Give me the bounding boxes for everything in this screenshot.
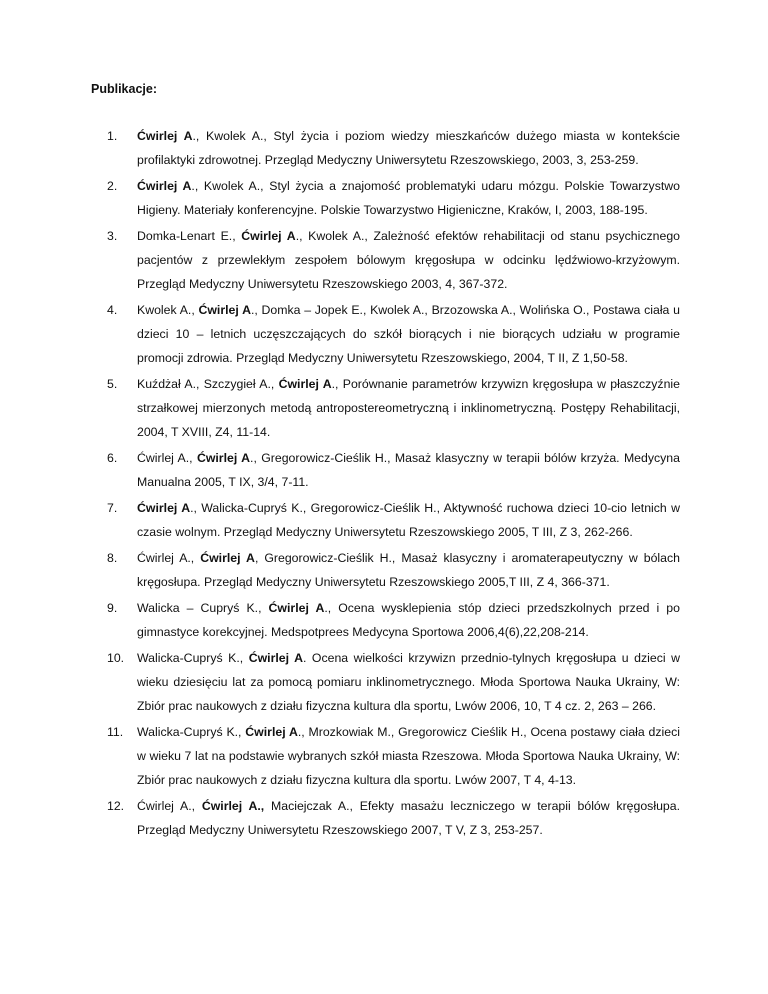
publication-citation-text: ., Kwolek A., Zależność efektów rehabilitacji od stanu psychicznego pacjentów z przewlekłym zespołem bólowym kręgosłupa w odcinku lędźwiowo-krzyżowym. Przegląd Medyczny Uniwersytetu Rzeszowskiego 2003, 4, 367-372. <box>137 229 680 291</box>
publication-highlighted-author: Ćwirlej A <box>137 129 193 143</box>
publication-citation-text: ., Domka – Jopek E., Kwolek A., Brzozowska A., Wolińska O., Postawa ciała u dzieci 10 – letnich uczęszczających do szkół biorących i nie biorących udziału w programie promocji zdrowia. Przegląd Medyczny Uniwersytetu Rzeszowskiego, 2004, T II, Z 1,50-58. <box>137 303 680 365</box>
publication-coauthors-before: Walicka-Cupryś K., <box>137 651 249 665</box>
publication-number: 5. <box>107 377 118 391</box>
publication-citation-text: Maciejczak A., Efekty masażu leczniczego w terapii bólów kręgosłupa. Przegląd Medyczny Uniwersytetu Rzeszowskiego 2007, T V, Z 3, 253-257. <box>137 799 680 837</box>
publication-item <box>91 174 680 222</box>
publication-highlighted-author: Ćwirlej A., <box>201 799 265 813</box>
publication-coauthors-before: Walicka-Cupryś K., <box>137 725 246 739</box>
publication-list <box>91 124 680 844</box>
publication-item <box>91 794 680 842</box>
publication-item <box>91 646 680 718</box>
publication-item <box>91 546 680 594</box>
publication-number: 2. <box>107 179 118 193</box>
publication-highlighted-author: Ćwirlej A <box>241 229 296 243</box>
publication-citation-text: . Ocena wielkości krzywizn przednio-tylnych kręgosłupa u dzieci w wieku dziesięciu lat za pomocą pomiaru inklinometrycznego. Młoda Sportowa Nauka Ukrainy, W: Zbiór prac naukowych z działu fizyczna kultura dla sportu, Lwów 2006, 10, T 4 cz. 2, 263 – 266. <box>137 651 680 713</box>
publication-coauthors-before: Kuźdżał A., Szczygieł A., <box>137 377 279 391</box>
publication-coauthors-before: Ćwirlej A., <box>137 799 202 813</box>
publication-item <box>91 372 680 444</box>
publication-coauthors-before: Domka-Lenart E., <box>137 229 242 243</box>
publication-number: 8. <box>107 551 118 565</box>
publication-citation-text: ., Walicka-Cupryś K., Gregorowicz-Cieślik H., Aktywność ruchowa dzieci 10-cio letnich w czasie wolnym. Przegląd Medyczny Uniwersytetu Rzeszowskiego 2005, T III, Z 3, 262-266. <box>137 501 680 539</box>
publication-number: 6. <box>107 451 118 465</box>
publication-highlighted-author: Ćwirlej A <box>278 377 332 391</box>
publication-citation-text: ., Gregorowicz-Cieślik H., Masaż klasyczny w terapii bólów krzyża. Medycyna Manualna 2005, T IX, 3/4, 7-11. <box>137 451 680 489</box>
publication-number: 12. <box>107 799 125 813</box>
publication-number: 4. <box>107 303 118 317</box>
publication-citation-text: ., Porównanie parametrów krzywizn kręgosłupa w płaszczyźnie strzałkowej mierzonych metodą antropostereometryczną i inklinometryczną. Postępy Rehabilitacji, 2004, T XVIII, Z4, 11-14. <box>137 377 680 439</box>
publication-item <box>91 596 680 644</box>
publication-item <box>91 124 680 172</box>
publication-highlighted-author: Ćwirlej A <box>200 551 255 565</box>
publication-number: 9. <box>107 601 118 615</box>
publication-item <box>91 446 680 494</box>
page-heading: Publikacje: <box>91 82 157 96</box>
publication-number: 10. <box>107 651 125 665</box>
publication-item <box>91 224 680 296</box>
publication-coauthors-before: Ćwirlej A., <box>137 551 201 565</box>
publication-highlighted-author: Ćwirlej A <box>268 601 325 615</box>
publication-highlighted-author: Ćwirlej A <box>198 303 251 317</box>
publication-highlighted-author: Ćwirlej A <box>137 501 191 515</box>
publication-citation-text: ., Ocena wysklepienia stóp dzieci przedszkolnych przed i po gimnastyce korekcyjnej. Medspotprees Medycyna Sportowa 2006,4(6),22,208-214. <box>137 601 680 639</box>
publication-highlighted-author: Ćwirlej A <box>245 725 298 739</box>
publication-citation-text: ., Mrozkowiak M., Gregorowicz Cieślik H., Ocena postawy ciała dzieci w wieku 7 lat na podstawie wybranych szkół miasta Rzeszowa. Młoda Sportowa Nauka Ukrainy, W: Zbiór prac naukowych z działu fizyczna kultura dla sportu. Lwów 2007, T 4, 4-13. <box>137 725 680 787</box>
publication-highlighted-author: Ćwirlej A <box>196 451 251 465</box>
publication-highlighted-author: Ćwirlej A <box>248 651 303 665</box>
publication-number: 1. <box>107 129 118 143</box>
publication-coauthors-before: Walicka – Cupryś K., <box>137 601 269 615</box>
publication-citation-text: ., Kwolek A., Styl życia i poziom wiedzy mieszkańców dużego miasta w kontekście profilaktyki zdrowotnej. Przegląd Medyczny Uniwersytetu Rzeszowskiego, 2003, 3, 253-259. <box>137 129 680 167</box>
publication-coauthors-before: Ćwirlej A., <box>137 451 197 465</box>
publication-citation-text: , Gregorowicz-Cieślik H., Masaż klasyczny i aromaterapeutyczny w bólach kręgosłupa. Przegląd Medyczny Uniwersytetu Rzeszowskiego 2005,T III, Z 4, 366-371. <box>137 551 680 589</box>
publication-number: 3. <box>107 229 118 243</box>
publication-highlighted-author: Ćwirlej A <box>137 179 192 193</box>
publication-item <box>91 298 680 370</box>
publication-item <box>91 496 680 544</box>
publication-number: 11. <box>107 725 124 739</box>
publication-item <box>91 720 680 792</box>
publication-number: 7. <box>107 501 118 515</box>
publication-coauthors-before: Kwolek A., <box>137 303 199 317</box>
publication-citation-text: ., Kwolek A., Styl życia a znajomość problematyki udaru mózgu. Polskie Towarzystwo Higieny. Materiały konferencyjne. Polskie Towarzystwo Higieniczne, Kraków, I, 2003, 188-195. <box>137 179 680 217</box>
